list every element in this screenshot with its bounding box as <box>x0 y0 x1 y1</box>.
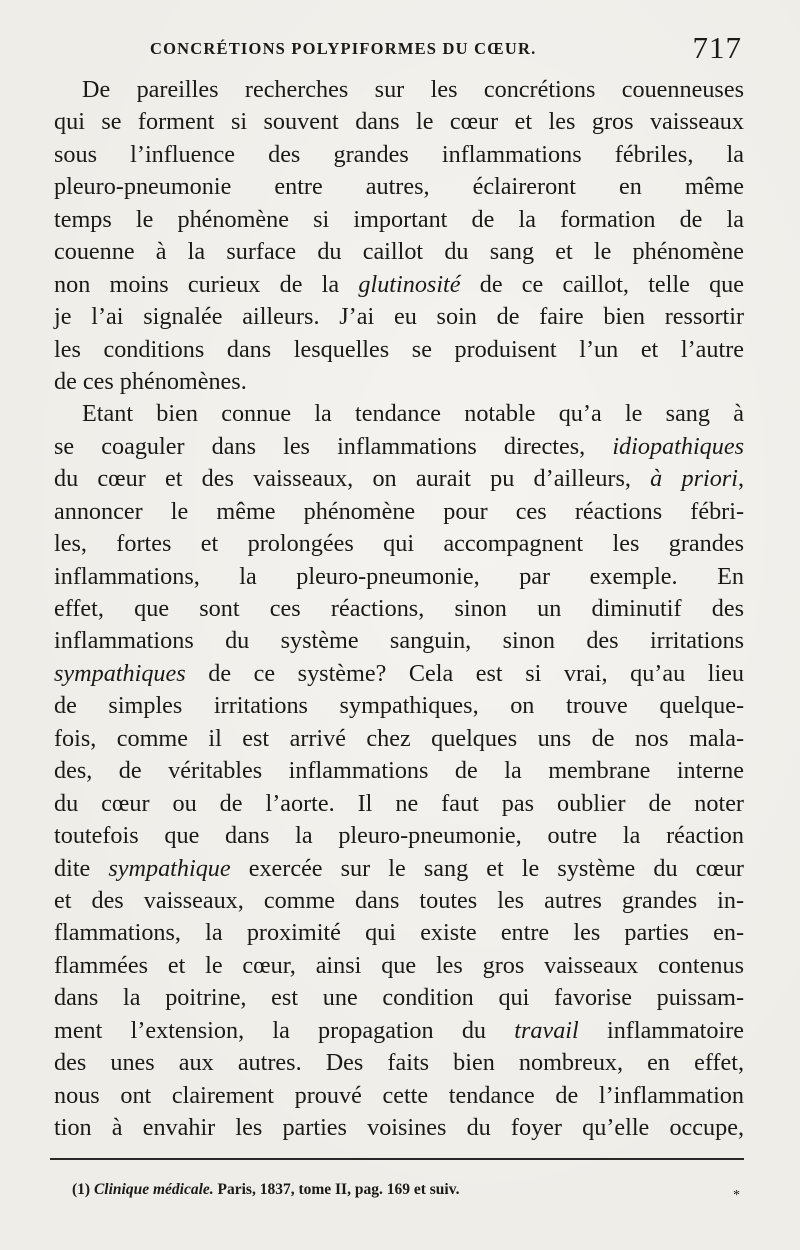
text-run: et des vaisseaux, comme dans toutes les autres grandes in- <box>54 886 744 914</box>
text-run: dite <box>54 854 109 882</box>
text-run: flammations, la proximité qui existe entre les parties en- <box>54 919 744 947</box>
text-line <box>54 334 744 366</box>
text-line <box>54 658 744 690</box>
italic-term: sympathique <box>108 854 231 882</box>
text-run: annoncer le même phénomène pour ces réactions fébri- <box>54 497 744 525</box>
italic-term: sympathiques <box>54 659 186 687</box>
text-line <box>54 236 744 268</box>
text-line <box>54 788 744 820</box>
text-run: nous ont clairement prouvé cette tendance de l’inflammation <box>54 1081 744 1109</box>
text-run: temps le phénomène si important de la formation de la <box>54 205 744 233</box>
text-run: je l’ai signalée ailleurs. J’ai eu soin de faire bien ressortir <box>54 303 744 331</box>
text-line <box>54 593 744 625</box>
footnote-reference: Paris, 1837, tome II, pag. 169 et suiv. <box>217 1181 460 1198</box>
text-line <box>54 723 744 755</box>
text-run: les conditions dans lesquelles se produisent l’un et l’autre <box>54 335 744 363</box>
print-speck: * <box>733 1188 740 1203</box>
text-line <box>54 171 744 203</box>
text-run: exercée sur le sang et le système du cœur <box>230 854 744 882</box>
footnote-title: Clinique médicale. <box>93 1181 214 1198</box>
text-line <box>54 950 744 982</box>
italic-term: idiopathiques <box>612 432 744 460</box>
text-line <box>54 301 744 333</box>
text-run: de ces phénomènes. <box>54 367 247 395</box>
text-line <box>54 106 744 138</box>
text-run: qui se forment si souvent dans le cœur et les gros vaisseaux <box>54 108 744 136</box>
text-run: tion à envahir les parties voisines du foyer qu’elle occupe, <box>54 1114 744 1141</box>
text-line <box>54 74 744 106</box>
text-run: Etant bien connue la tendance notable qu’a le sang à <box>82 400 744 428</box>
text-line <box>54 431 744 463</box>
text-run: du cœur ou de l’aorte. Il ne faut pas oublier de noter <box>54 789 744 817</box>
text-run: De pareilles recherches sur les concrétions couenneuses <box>82 76 744 103</box>
text-line <box>54 1047 744 1079</box>
text-line <box>54 1015 744 1047</box>
text-run: ment l’extension, la propagation du <box>54 1016 515 1044</box>
text-line <box>54 366 744 398</box>
text-line <box>54 625 744 657</box>
text-line <box>54 269 744 301</box>
italic-term: travail <box>514 1016 579 1044</box>
text-line <box>54 885 744 917</box>
running-title: CONCRÉTIONS POLYPIFORMES DU CŒUR. <box>150 39 537 58</box>
text-run: , <box>737 465 744 493</box>
text-run: de ce caillot, telle que <box>460 270 744 298</box>
text-run: flammées et le cœur, ainsi que les gros vaisseaux contenus <box>54 951 744 979</box>
text-run: couenne à la surface du caillot du sang et le phénomène <box>54 238 744 266</box>
text-run: dans la poitrine, est une condition qui favorise puissam- <box>54 984 744 1012</box>
text-line <box>54 917 744 949</box>
page-number: 717 <box>692 30 742 65</box>
page-header <box>150 30 742 70</box>
text-line <box>54 853 744 885</box>
text-run: toutefois que dans la pleuro-pneumonie, outre la réaction <box>54 822 744 850</box>
text-run: non moins curieux de la <box>54 270 359 298</box>
text-line <box>54 398 744 430</box>
text-run: inflammatoire <box>578 1016 744 1044</box>
footnote <box>72 1181 459 1199</box>
text-line <box>54 755 744 787</box>
text-run: fois, comme il est arrivé chez quelques uns de nos mala- <box>54 724 744 752</box>
text-run: de simples irritations sympathiques, on trouve quelque- <box>54 692 744 720</box>
text-run: du cœur et des vaisseaux, on aurait pu d’ailleurs, <box>54 465 651 493</box>
text-line <box>54 820 744 852</box>
text-line <box>54 1080 744 1112</box>
text-run: sous l’influence des grandes inflammations fébriles, la <box>54 140 744 168</box>
text-run: inflammations, la pleuro-pneumonie, par exemple. En <box>54 562 744 590</box>
text-run: effet, que sont ces réactions, sinon un diminutif des <box>54 595 744 622</box>
text-run: se coaguler dans les inflammations directes, <box>54 432 613 460</box>
text-line <box>54 982 744 1014</box>
text-line <box>54 204 744 236</box>
text-line <box>54 463 744 495</box>
text-line <box>54 561 744 593</box>
text-line <box>54 1112 744 1144</box>
footnote-rule <box>50 1158 744 1160</box>
text-line <box>54 139 744 171</box>
text-run: des unes aux autres. Des faits bien nombreux, en effet, <box>54 1049 744 1077</box>
footnote-marker: (1) <box>72 1181 91 1198</box>
text-line <box>54 528 744 560</box>
text-run: des, de véritables inflammations de la membrane interne <box>54 757 744 785</box>
text-line <box>54 690 744 722</box>
text-run: de ce système? Cela est si vrai, qu’au lieu <box>185 659 744 687</box>
text-run: les, fortes et prolongées qui accompagnent les grandes <box>54 530 744 558</box>
body-text <box>54 74 744 1144</box>
italic-term: à priori <box>650 465 738 493</box>
text-run: inflammations du système sanguin, sinon des irritations <box>54 627 744 655</box>
text-run: pleuro-pneumonie entre autres, éclaireront en même <box>54 173 744 201</box>
italic-term: glutinosité <box>358 270 461 298</box>
text-line <box>54 496 744 528</box>
